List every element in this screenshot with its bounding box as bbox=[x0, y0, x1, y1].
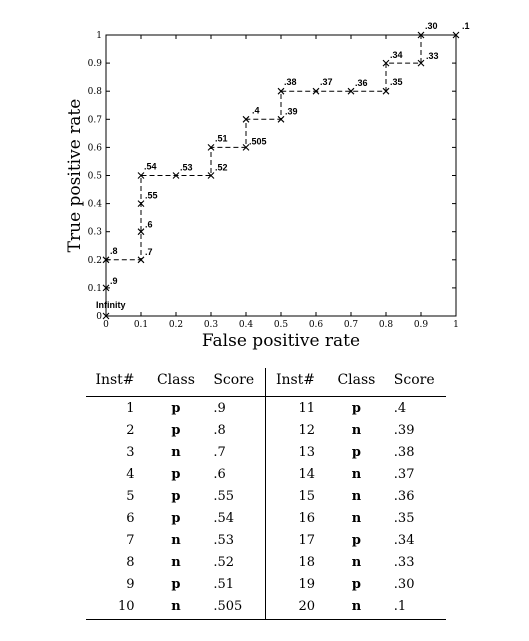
cell-inst: 5 bbox=[126, 488, 135, 504]
point-label: .54 bbox=[144, 161, 157, 172]
point-label: .36 bbox=[355, 78, 368, 89]
cell-inst-2: 14 bbox=[266, 463, 331, 485]
point-label: .51 bbox=[215, 133, 228, 144]
header-inst-2: Inst# bbox=[266, 368, 331, 397]
cell-inst-2: 16 bbox=[266, 507, 331, 529]
cell-class: n bbox=[171, 532, 181, 548]
point-label: .8 bbox=[110, 245, 118, 256]
x-tick-label: 0.7 bbox=[343, 320, 359, 330]
cell-inst-2: 19 bbox=[266, 573, 331, 595]
cell-class: p bbox=[171, 576, 181, 592]
roc-curve bbox=[106, 35, 456, 316]
x-tick-label: 0.3 bbox=[203, 320, 219, 330]
y-tick-label: 0.8 bbox=[87, 87, 102, 98]
point-label: .52 bbox=[215, 162, 228, 173]
point-labels bbox=[96, 21, 470, 310]
cell-score: .54 bbox=[213, 510, 234, 526]
y-tick-label: 0.9 bbox=[87, 59, 102, 70]
x-tick-label: 0.8 bbox=[378, 320, 394, 330]
x-tick-label: 0.1 bbox=[133, 320, 149, 330]
cell-inst: 2 bbox=[126, 422, 135, 438]
cell-score: .505 bbox=[201, 595, 266, 620]
y-tick-label: 0.7 bbox=[87, 115, 102, 126]
cell-inst: 8 bbox=[126, 554, 135, 570]
cell-inst-2: 11 bbox=[266, 397, 331, 420]
cell-class: n bbox=[151, 595, 202, 620]
point-label: .34 bbox=[390, 50, 403, 61]
table-row bbox=[86, 397, 446, 420]
cell-class: n bbox=[171, 554, 181, 570]
cell-score-2: .1 bbox=[382, 595, 446, 620]
cell-score-2: .34 bbox=[393, 532, 415, 548]
table-row bbox=[86, 419, 446, 441]
roc-points bbox=[103, 32, 459, 319]
cell-inst-2: 20 bbox=[266, 595, 331, 620]
point-label: .55 bbox=[145, 190, 158, 201]
score-table-container bbox=[86, 368, 446, 620]
x-tick-label: 0.6 bbox=[308, 320, 324, 330]
cell-score-2: .39 bbox=[393, 422, 415, 438]
cell-score: .55 bbox=[213, 488, 234, 504]
y-tick-label: 1 bbox=[96, 31, 102, 41]
table-row bbox=[86, 507, 446, 529]
cell-class-2: p bbox=[351, 576, 361, 592]
table-row bbox=[86, 551, 446, 573]
cell-score: .6 bbox=[213, 466, 226, 482]
cell-score-2: .38 bbox=[393, 444, 415, 460]
cell-class: n bbox=[171, 444, 181, 460]
x-tick-label: 0.4 bbox=[238, 320, 254, 330]
cell-score: .9 bbox=[213, 400, 226, 416]
x-tick-label: 1 bbox=[453, 320, 459, 330]
cell-inst: 1 bbox=[126, 400, 135, 416]
cell-score: .52 bbox=[213, 554, 234, 570]
cell-class-2: n bbox=[351, 488, 362, 504]
y-tick-label: 0.4 bbox=[87, 199, 102, 210]
table-row bbox=[86, 485, 446, 507]
point-label: .33 bbox=[426, 51, 439, 62]
cell-inst: 7 bbox=[126, 532, 135, 548]
point-label: Infinity bbox=[96, 300, 126, 310]
cell-inst-2: 12 bbox=[266, 419, 331, 441]
cell-inst: 4 bbox=[126, 466, 135, 482]
y-tick-label: 0.6 bbox=[87, 143, 102, 154]
point-label: .39 bbox=[285, 106, 298, 117]
point-label: .9 bbox=[110, 275, 118, 286]
cell-inst: 3 bbox=[126, 444, 135, 460]
point-label: .53 bbox=[180, 162, 193, 173]
header-score-2: Score bbox=[382, 368, 446, 397]
cell-class-2: n bbox=[351, 466, 362, 482]
y-axis-title: True positive rate bbox=[65, 98, 85, 253]
cell-class: p bbox=[171, 488, 181, 504]
cell-score: .53 bbox=[213, 532, 234, 548]
point-label: .38 bbox=[284, 77, 297, 88]
cell-inst-2: 18 bbox=[266, 551, 331, 573]
cell-class-2: p bbox=[351, 444, 361, 460]
header-class-2: Class bbox=[331, 368, 382, 397]
cell-class-2: n bbox=[351, 510, 362, 526]
cell-score: .51 bbox=[213, 576, 234, 592]
cell-class-2: n bbox=[351, 422, 362, 438]
cell-score: .8 bbox=[213, 422, 226, 438]
cell-score-2: .30 bbox=[393, 576, 415, 592]
table-row bbox=[86, 441, 446, 463]
header-inst: Inst# bbox=[86, 368, 151, 397]
cell-inst: 9 bbox=[126, 576, 135, 592]
cell-score-2: .36 bbox=[393, 488, 415, 504]
cell-class: p bbox=[171, 510, 181, 526]
roc-curve-line bbox=[106, 35, 456, 316]
cell-score-2: .37 bbox=[393, 466, 415, 482]
cell-class-2: n bbox=[351, 554, 362, 570]
y-tick-label: 0.3 bbox=[87, 227, 102, 238]
cell-class-2: p bbox=[351, 532, 361, 548]
cell-inst-2: 15 bbox=[266, 485, 331, 507]
point-label: .7 bbox=[145, 246, 153, 257]
table-row bbox=[86, 595, 446, 620]
cell-score-2: .35 bbox=[393, 510, 415, 526]
cell-inst-2: 13 bbox=[266, 441, 331, 463]
header-score: Score bbox=[201, 368, 266, 397]
table-body bbox=[86, 397, 446, 620]
table-header-row bbox=[86, 368, 446, 397]
x-axis-title: False positive rate bbox=[201, 331, 361, 351]
cell-class: p bbox=[171, 422, 181, 438]
point-label: .35 bbox=[390, 77, 403, 88]
x-tick-label: 0.5 bbox=[273, 320, 289, 330]
y-tick-label: 0 bbox=[96, 312, 102, 322]
chart-axes bbox=[88, 31, 459, 330]
score-table bbox=[86, 368, 446, 620]
x-tick-label: 0.2 bbox=[168, 320, 184, 330]
cell-inst: 10 bbox=[86, 595, 151, 620]
point-label: .505 bbox=[249, 136, 267, 147]
cell-class-2: n bbox=[331, 595, 382, 620]
header-class: Class bbox=[151, 368, 202, 397]
cell-class-2: p bbox=[351, 400, 361, 416]
cell-score: .7 bbox=[213, 444, 226, 460]
y-tick-label: 0.5 bbox=[87, 171, 102, 182]
cell-class: p bbox=[171, 466, 181, 482]
table-row bbox=[86, 573, 446, 595]
point-label: .6 bbox=[145, 219, 153, 230]
table-row bbox=[86, 463, 446, 485]
cell-inst-2: 17 bbox=[266, 529, 331, 551]
cell-inst: 6 bbox=[126, 510, 135, 526]
point-label: .4 bbox=[252, 105, 260, 116]
y-tick-label: 0.2 bbox=[87, 255, 102, 266]
table-row bbox=[86, 529, 446, 551]
point-label: .30 bbox=[425, 21, 438, 31]
y-tick-label: 0.1 bbox=[87, 283, 102, 294]
cell-class: p bbox=[171, 400, 181, 416]
x-tick-label: 0.9 bbox=[413, 320, 429, 330]
x-tick-label: 0 bbox=[103, 320, 109, 330]
point-label: .37 bbox=[320, 77, 333, 88]
cell-score-2: .33 bbox=[393, 554, 415, 570]
point-label: .1 bbox=[462, 21, 470, 31]
cell-score-2: .4 bbox=[393, 400, 407, 416]
